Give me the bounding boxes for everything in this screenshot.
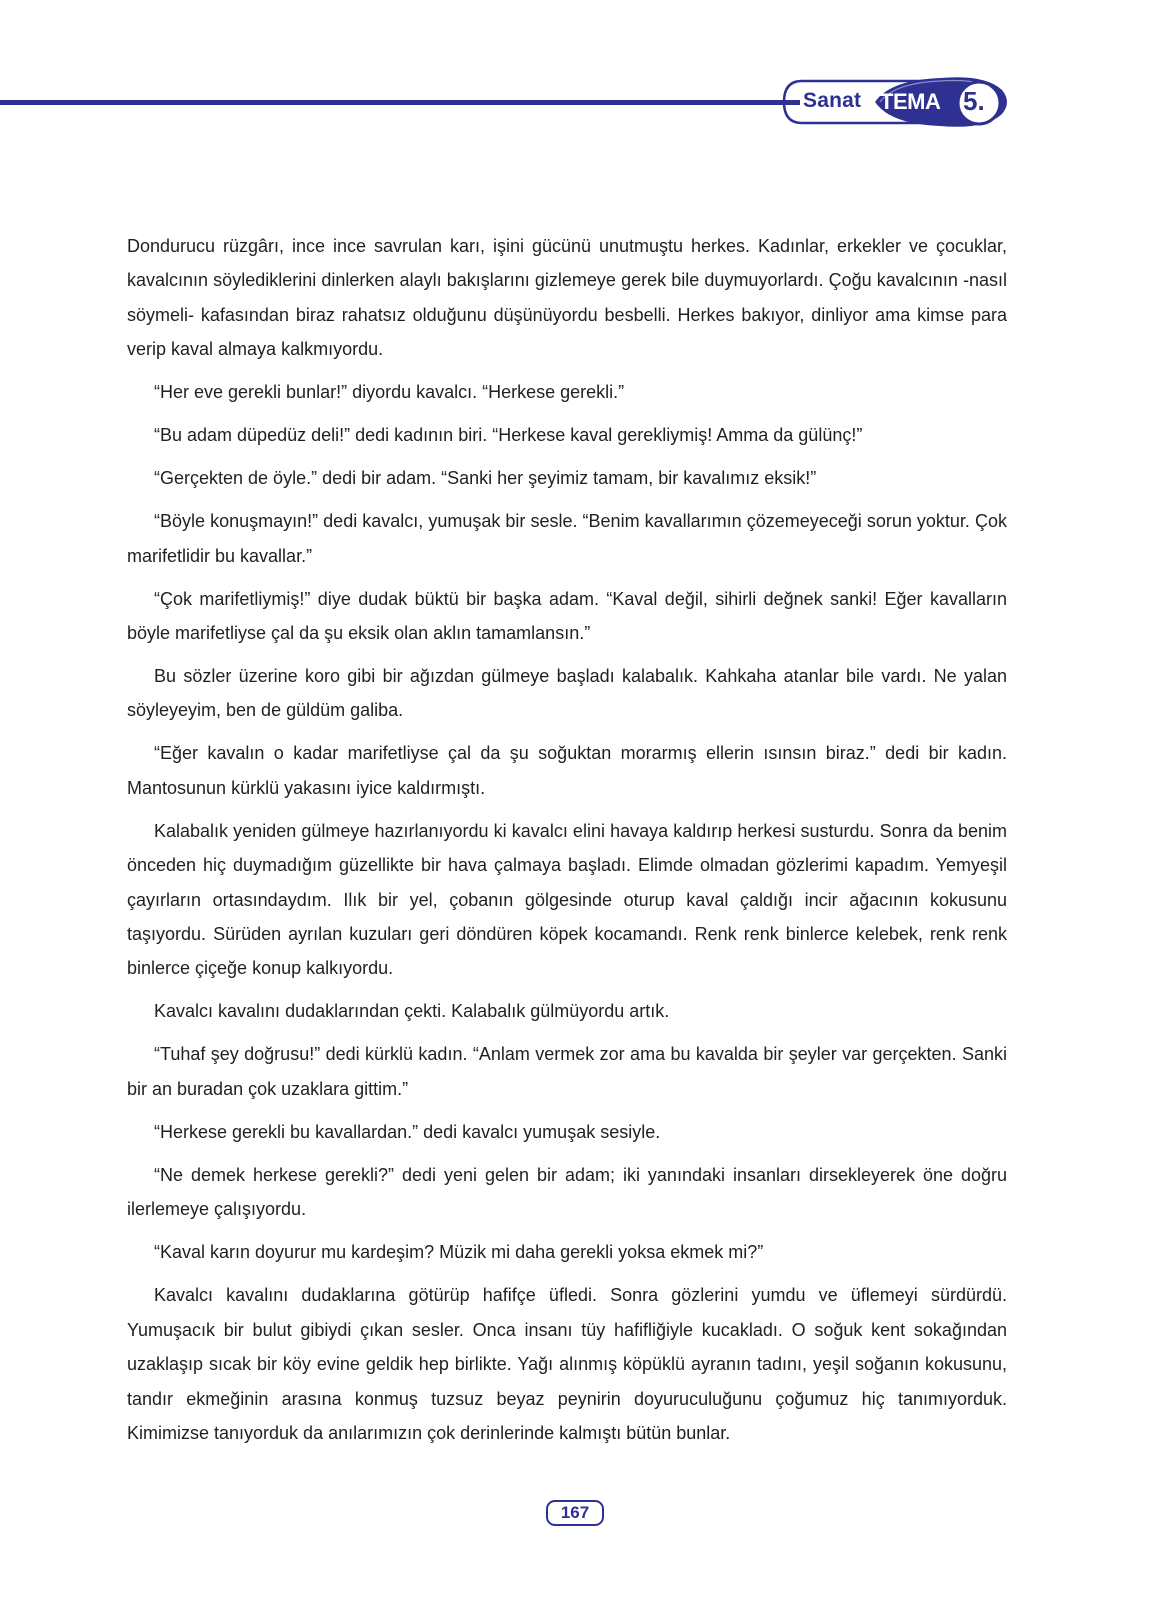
story-text [127, 229, 1007, 1459]
paragraph: “Herkese gerekli bu kavallardan.” dedi kavalcı yumuşak sesiyle. [154, 1121, 661, 1142]
paragraph: “Gerçekten de öyle.” dedi bir adam. “Sanki her şeyimiz tamam, bir kavalımız eksik!” [154, 468, 817, 489]
paragraph: Dondurucu rüzgârı, ince ince savrulan karı, işini gücünü unutmuştu herkes. Kadınlar, erkekler ve çocuklar, kavalcının söylediklerini dinlerken alaylı bakışlarını gizlemeye gerek bile duymuyorlardı. Çoğu kavalcının -nasıl söymeli- kafasından biraz rahatsız olduğunu düşünüyordu besbelli. Herkes bakıyor, dinliyor ama kimse para verip kaval almaya kalkmıyordu. [127, 236, 1007, 360]
header-rule [0, 100, 800, 105]
paragraph: “Tuhaf şey doğrusu!” dedi kürklü kadın. “Anlam vermek zor ama bu kavalda bir şeyler var gerçekten. Sanki bir an buradan çok uzaklara gittim.” [127, 1044, 1007, 1099]
paragraph: “Eğer kavalın o kadar marifetliyse çal da şu soğuktan morarmış ellerin ısınsın biraz.” dedi bir kadın. Mantosunun kürklü yakasını iyice kaldırmıştı. [127, 743, 1007, 798]
paragraph: “Çok marifetliymiş!” diye dudak büktü bir başka adam. “Kaval değil, sihirli değnek sanki! Eğer kavalların böyle marifetliyse çal da şu eksik olan aklın tamamlansın.” [127, 588, 1007, 644]
paragraph: “Böyle konuşmayın!” dedi kavalcı, yumuşak bir sesle. “Benim kavallarımın çözemeyeceği sorun yoktur. Çok marifetlidir bu kavallar.” [127, 511, 1007, 566]
section-label: Sanat [803, 89, 862, 112]
paragraph: “Ne demek herkese gerekli?” dedi yeni gelen bir adam; iki yanındaki insanları dirsekleyerek öne doğru ilerlemeye çalışıyordu. [127, 1164, 1007, 1220]
paragraph: “Kaval karın doyurur mu kardeşim? Müzik mi daha gerekli yoksa ekmek mi?” [154, 1242, 764, 1263]
page-number: 167 [546, 1500, 604, 1526]
paragraph: Bu sözler üzerine koro gibi bir ağızdan gülmeye başladı kalabalık. Kahkaha atanlar bile vardı. Ne yalan söyleyeyim, ben de güldüm galiba. [127, 666, 1007, 721]
paragraph: “Her eve gerekli bunlar!” diyordu kavalcı. “Herkese gerekli.” [154, 382, 625, 403]
theme-label: TEMA [880, 89, 941, 114]
paragraph: Kavalcı kavalını dudaklarından çekti. Kalabalık gülmüyordu artık. [154, 1001, 670, 1022]
paragraph: “Bu adam düpedüz deli!” dedi kadının biri. “Herkese kaval gerekliymiş! Amma da gülünç!” [154, 425, 863, 446]
paragraph: Kalabalık yeniden gülmeye hazırlanıyordu ki kavalcı elini havaya kaldırıp herkesi susturdu. Sonra da benim önceden hiç duymadığım güzellikte bir hava çalmaya başladı. Elimde olmadan gözlerimi kapadım. Yemyeşil çayırların ortasındaydım. Ilık bir yel, çobanın gölgesinde oturup kaval çaldığı incir ağacının kokusunu taşıyordu. Sürüden ayrılan kuzuları geri döndüren köpek kocamandı. Renk renk binlerce kelebek, renk renk binlerce çiçeğe konup kalkıyordu. [127, 820, 1007, 979]
paragraph: Kavalcı kavalını dudaklarına götürüp hafifçe üfledi. Sonra gözlerini yumdu ve üflemeyi sürdürdü. Yumuşacık bir bulut gibiydi çıkan sesler. Onca insanı tüy hafifliğiyle kucakladı. O soğuk kent sokağından uzaklaşıp sıcak bir köy evine geldik hep birlikte. Yağı alınmış köpüklü ayranın tadını, yeşil soğanın kokusunu, tandır ekmeğinin arasına konmuş tuzsuz beyaz peynirin doyuruculuğunu çoğumuz hiç tanımıyorduk. Kimimizse tanıyorduk da anılarımızın çok derinlerinde kalmıştı bütün bunlar. [127, 1285, 1007, 1443]
theme-number: 5. [963, 86, 985, 116]
